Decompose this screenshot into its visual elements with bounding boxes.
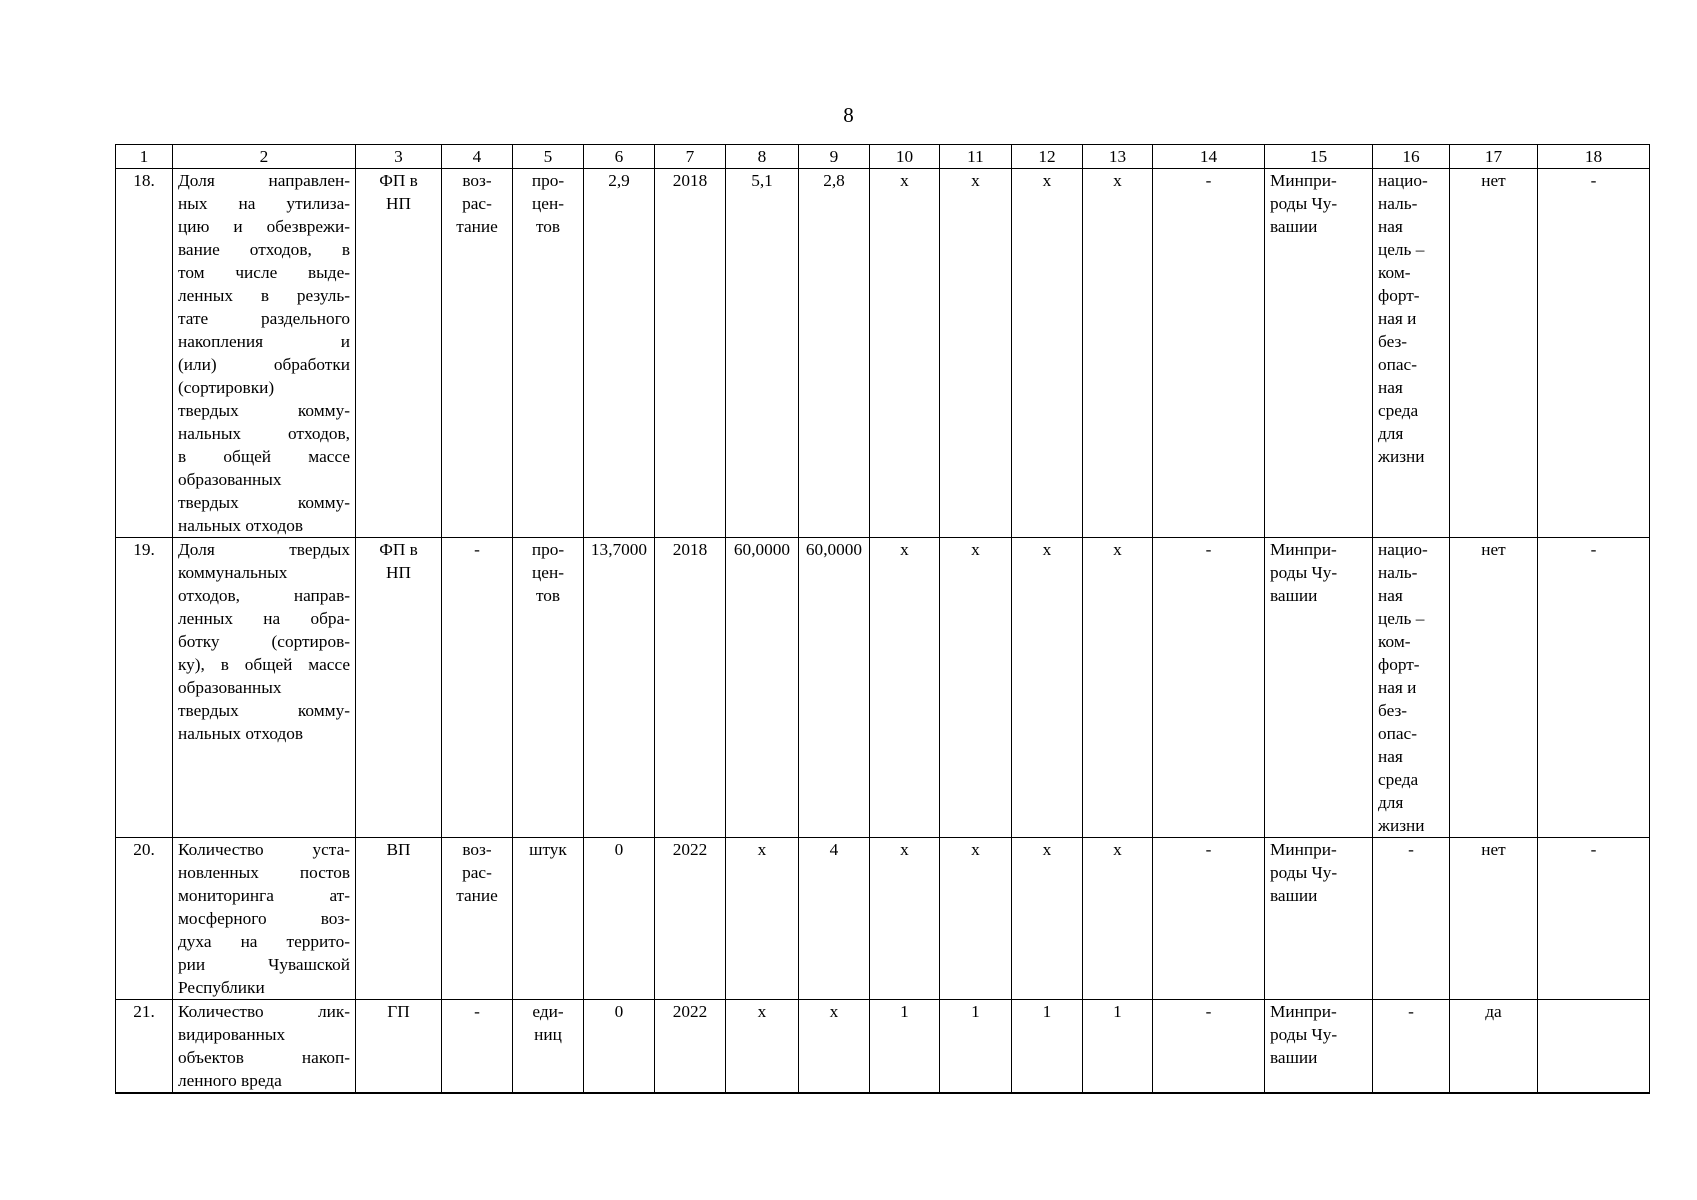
cell-col10: х <box>870 538 940 838</box>
table-row <box>116 1000 1650 1094</box>
row-number: 19. <box>116 538 173 838</box>
name-line: (сортировки) <box>178 378 275 397</box>
name-line: том числе выде- <box>178 263 350 282</box>
cell-base-year: 2018 <box>655 538 726 838</box>
cell-col12: х <box>1012 538 1083 838</box>
cell-col11: х <box>940 538 1012 838</box>
cell-trend: - <box>442 1000 513 1094</box>
cell-type: ФП в НП <box>356 169 442 538</box>
name-line: в общей массе <box>178 447 350 466</box>
name-line: новленных постов <box>178 863 350 882</box>
name-line: коммунальных <box>178 563 288 582</box>
name-line: мосферного воз- <box>178 909 350 928</box>
cell-col14: - <box>1153 1000 1265 1094</box>
cell-responsible: Минпри- роды Чу- вашии <box>1265 1000 1373 1094</box>
cell-responsible: Минпри- роды Чу- вашии <box>1265 838 1373 1000</box>
cell-col18 <box>1538 1000 1650 1094</box>
cell-col8: х <box>726 1000 799 1094</box>
cell-col18: - <box>1538 838 1650 1000</box>
cell-col12: х <box>1012 838 1083 1000</box>
cell-col18: - <box>1538 169 1650 538</box>
column-header: 4 <box>442 145 513 169</box>
name-line: отходов, направ- <box>178 586 350 605</box>
table-row <box>116 169 1650 538</box>
column-header: 16 <box>1373 145 1450 169</box>
name-line: образованных <box>178 470 282 489</box>
cell-col11: 1 <box>940 1000 1012 1094</box>
column-number-row <box>116 145 1650 169</box>
indicators-table <box>115 144 1650 1094</box>
cell-national-goal: нацио- наль- ная цель – ком- форт- ная и без- опас- ная среда для жизни <box>1373 538 1450 838</box>
column-header: 10 <box>870 145 940 169</box>
indicator-name <box>173 538 356 838</box>
cell-col14: - <box>1153 838 1265 1000</box>
column-header: 7 <box>655 145 726 169</box>
cell-trend: - <box>442 538 513 838</box>
column-header: 17 <box>1450 145 1538 169</box>
name-line: тате раздельного <box>178 309 350 328</box>
cell-col14: - <box>1153 169 1265 538</box>
row-number: 20. <box>116 838 173 1000</box>
name-line: нальных отходов, <box>178 424 350 443</box>
name-line: объектов накоп- <box>178 1048 350 1067</box>
column-header: 2 <box>173 145 356 169</box>
name-line: мониторинга ат- <box>178 886 350 905</box>
column-header: 3 <box>356 145 442 169</box>
cell-base-value: 2,9 <box>584 169 655 538</box>
column-header: 5 <box>513 145 584 169</box>
column-header: 18 <box>1538 145 1650 169</box>
indicator-name <box>173 838 356 1000</box>
cell-unit: про- цен- тов <box>513 538 584 838</box>
column-header: 9 <box>799 145 870 169</box>
cell-trend: воз- рас- тание <box>442 169 513 538</box>
column-header: 6 <box>584 145 655 169</box>
page-number: 8 <box>843 103 854 127</box>
row-number: 21. <box>116 1000 173 1094</box>
name-line: твердых комму- <box>178 493 350 512</box>
cell-col11: х <box>940 169 1012 538</box>
cell-trend: воз- рас- тание <box>442 838 513 1000</box>
cell-unit: про- цен- тов <box>513 169 584 538</box>
name-line: нальных отходов <box>178 724 304 743</box>
name-line: ку), в общей массе <box>178 655 350 674</box>
cell-col13: 1 <box>1083 1000 1153 1094</box>
name-line: вание отходов, в <box>178 240 350 259</box>
cell-base-value: 13,7000 <box>584 538 655 838</box>
cell-base-year: 2018 <box>655 169 726 538</box>
name-line: цию и обезврежи- <box>178 217 350 236</box>
name-line: образованных <box>178 678 282 697</box>
cell-responsible: Минпри- роды Чу- вашии <box>1265 538 1373 838</box>
indicator-name <box>173 1000 356 1094</box>
cell-col13: х <box>1083 169 1153 538</box>
cell-col9: 2,8 <box>799 169 870 538</box>
name-line: Доля твердых <box>178 540 350 559</box>
cell-col8: 60,0000 <box>726 538 799 838</box>
column-header: 15 <box>1265 145 1373 169</box>
name-line: ленных на обра- <box>178 609 350 628</box>
cell-col12: х <box>1012 169 1083 538</box>
name-line: Доля направлен- <box>178 171 350 190</box>
name-line: ленных в резуль- <box>178 286 350 305</box>
cell-col14: - <box>1153 538 1265 838</box>
cell-col10: х <box>870 838 940 1000</box>
cell-col8: х <box>726 838 799 1000</box>
cell-col13: х <box>1083 838 1153 1000</box>
name-line: ленного вреда <box>178 1071 282 1090</box>
cell-col10: 1 <box>870 1000 940 1094</box>
name-line: Республики <box>178 978 265 997</box>
name-line: нальных отходов <box>178 516 304 535</box>
cell-col11: х <box>940 838 1012 1000</box>
name-line: Количество лик- <box>178 1002 350 1021</box>
column-header: 1 <box>116 145 173 169</box>
row-number: 18. <box>116 169 173 538</box>
column-header: 14 <box>1153 145 1265 169</box>
cell-col9: 4 <box>799 838 870 1000</box>
name-line: (или) обработки <box>178 355 350 374</box>
cell-national-goal: - <box>1373 838 1450 1000</box>
cell-col17: нет <box>1450 838 1538 1000</box>
name-line: Количество уста- <box>178 840 350 859</box>
cell-col18: - <box>1538 538 1650 838</box>
name-line: твердых комму- <box>178 401 350 420</box>
name-line: видированных <box>178 1025 286 1044</box>
cell-col8: 5,1 <box>726 169 799 538</box>
cell-type: ВП <box>356 838 442 1000</box>
name-line: твердых комму- <box>178 701 350 720</box>
cell-col9: х <box>799 1000 870 1094</box>
cell-type: ФП в НП <box>356 538 442 838</box>
table-row <box>116 538 1650 838</box>
cell-base-value: 0 <box>584 1000 655 1094</box>
cell-col17: да <box>1450 1000 1538 1094</box>
cell-unit: штук <box>513 838 584 1000</box>
cell-national-goal: нацио- наль- ная цель – ком- форт- ная и без- опас- ная среда для жизни <box>1373 169 1450 538</box>
column-header: 13 <box>1083 145 1153 169</box>
cell-type: ГП <box>356 1000 442 1094</box>
name-line: рии Чувашской <box>178 955 350 974</box>
column-header: 11 <box>940 145 1012 169</box>
indicator-name <box>173 169 356 538</box>
cell-unit: еди- ниц <box>513 1000 584 1094</box>
table-row <box>116 838 1650 1000</box>
name-line: духа на террито- <box>178 932 350 951</box>
column-header: 8 <box>726 145 799 169</box>
cell-col9: 60,0000 <box>799 538 870 838</box>
cell-base-year: 2022 <box>655 838 726 1000</box>
name-line: ботку (сортиров- <box>178 632 350 651</box>
cell-col10: х <box>870 169 940 538</box>
cell-col12: 1 <box>1012 1000 1083 1094</box>
cell-base-year: 2022 <box>655 1000 726 1094</box>
cell-national-goal: - <box>1373 1000 1450 1094</box>
cell-col17: нет <box>1450 538 1538 838</box>
cell-col17: нет <box>1450 169 1538 538</box>
cell-base-value: 0 <box>584 838 655 1000</box>
column-header: 12 <box>1012 145 1083 169</box>
cell-responsible: Минпри- роды Чу- вашии <box>1265 169 1373 538</box>
name-line: ных на утилиза- <box>178 194 350 213</box>
name-line: накопления и <box>178 332 350 351</box>
cell-col13: х <box>1083 538 1153 838</box>
